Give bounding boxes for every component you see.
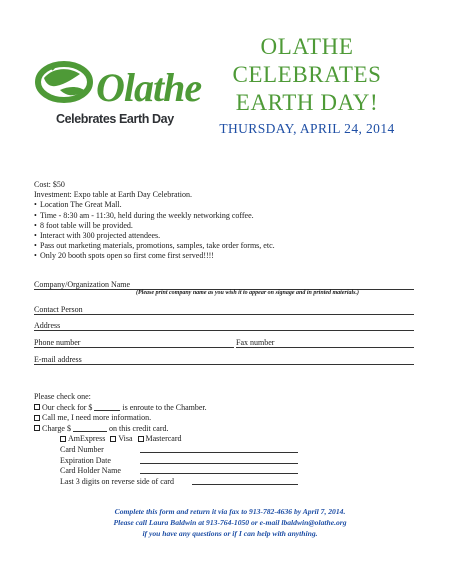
visa-checkbox[interactable] [110, 436, 116, 442]
bullet-glyph: • [34, 231, 37, 241]
address-field[interactable] [34, 321, 414, 333]
email-line[interactable] [34, 364, 414, 365]
phone-field[interactable] [34, 338, 234, 350]
headline-line-1: OLATHE [260, 34, 354, 59]
bullet-glyph: • [34, 210, 37, 220]
expiration-row [34, 456, 414, 467]
bullet-item [34, 241, 424, 251]
mastercard-label: Mastercard [145, 434, 182, 444]
check-option [34, 403, 414, 414]
expiration-label: Expiration Date [60, 455, 111, 465]
last3-row [34, 477, 414, 488]
bullet-item [34, 200, 424, 210]
charge-option [34, 424, 414, 435]
last3-blank[interactable] [192, 477, 298, 485]
amex-checkbox[interactable] [60, 436, 66, 442]
amex-label: AmExpress [68, 434, 106, 444]
logo-tagline: Celebrates Earth Day [56, 112, 174, 126]
check-prefix: Our check for $ [42, 402, 93, 412]
phone-line[interactable] [34, 347, 234, 348]
charge-suffix: on this credit card. [108, 423, 169, 433]
footer-line-3: if you have any questions or if I can help with anything. [142, 529, 318, 539]
check-amount-blank[interactable] [94, 403, 120, 411]
logo-wordmark: Olathe [96, 65, 202, 110]
headline-line-2: CELEBRATES [232, 62, 382, 87]
charge-checkbox[interactable] [34, 425, 40, 431]
card-number-blank[interactable] [140, 445, 298, 453]
card-number-row [34, 445, 414, 456]
event-details [34, 180, 424, 262]
bullet-item [34, 231, 424, 241]
bullet-item [34, 221, 424, 231]
footer-instructions [40, 506, 420, 540]
contact-label: Contact Person [34, 305, 83, 314]
visa-label: Visa [118, 434, 133, 444]
bullet-item [34, 251, 424, 261]
bullet-glyph: • [34, 241, 37, 251]
holder-row [34, 466, 414, 477]
charge-amount-blank[interactable] [73, 424, 107, 432]
investment-line: Investment: Expo table at Earth Day Celebration. [34, 190, 192, 200]
bullet-attendees: Interact with 300 projected attendees. [40, 231, 161, 241]
contact-line[interactable] [34, 314, 414, 315]
footer-line-1: Complete this form and return it via fax to 913-782-4636 by April 7, 2014. [114, 507, 346, 516]
bullet-time: Time - 8:30 am - 11:30, held during the weekly networking coffee. [40, 210, 254, 220]
callme-checkbox[interactable] [34, 415, 40, 421]
bullet-item [34, 211, 424, 221]
callme-label: Call me, I need more information. [42, 413, 152, 423]
company-note: (Please print company name as you wish it to appear on signage and in printed materials.) [136, 290, 360, 296]
bullet-table: 8 foot table will be provided. [40, 220, 133, 230]
bullet-glyph: • [34, 200, 37, 210]
bullet-materials: Pass out marketing materials, promotions, samples, take order forms, etc. [40, 241, 275, 251]
bullet-glyph: • [34, 251, 37, 261]
callme-option [34, 413, 414, 424]
address-label: Address [34, 321, 61, 330]
headline-line-3: EARTH DAY! [235, 90, 379, 115]
card-type-row [34, 434, 414, 445]
payment-section [34, 392, 414, 487]
footer-line-2: Please call Laura Baldwin at 913-764-1050 or e-mail lbaldwin@olathe.org [113, 518, 347, 528]
check-checkbox[interactable] [34, 404, 40, 410]
bullet-glyph: • [34, 220, 37, 230]
contact-field[interactable] [34, 305, 414, 317]
holder-label: Card Holder Name [60, 466, 121, 476]
address-line[interactable] [34, 330, 414, 331]
last3-label: Last 3 digits on reverse side of card [60, 476, 174, 486]
fax-line[interactable] [236, 347, 414, 348]
olathe-logo [22, 56, 202, 136]
holder-blank[interactable] [140, 466, 298, 474]
payment-intro: Please check one: [34, 392, 91, 401]
mastercard-checkbox[interactable] [138, 436, 144, 442]
card-number-label: Card Number [60, 444, 104, 454]
company-label: Company/Organization Name [34, 280, 131, 289]
fax-label: Fax number [236, 338, 275, 347]
cost-line: Cost: $50 [34, 180, 65, 189]
bullet-location: Location The Great Mall. [40, 200, 122, 210]
bullet-spots: Only 20 booth spots open so first come first served!!!! [40, 251, 214, 261]
fax-field[interactable] [236, 338, 414, 350]
event-headline [212, 33, 402, 117]
email-field[interactable] [34, 355, 414, 367]
event-date: THURSDAY, APRIL 24, 2014 [219, 121, 395, 136]
email-label: E-mail address [34, 355, 82, 364]
charge-prefix: Charge $ [42, 423, 71, 433]
expiration-blank[interactable] [140, 456, 298, 464]
check-suffix: is enroute to the Chamber. [122, 402, 207, 412]
phone-label: Phone number [34, 338, 81, 347]
